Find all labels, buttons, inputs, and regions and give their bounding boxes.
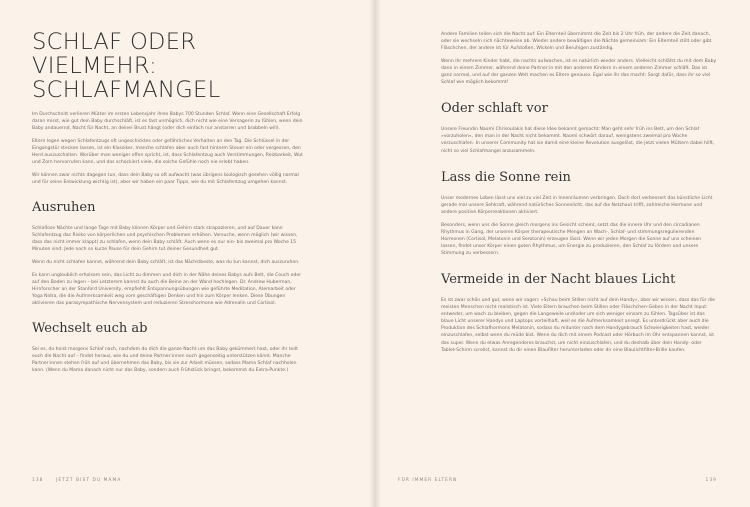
body-paragraph: Es kann ungloublich erholsam sein, das Licht zu dimmen und dich in der Nähe deines Babys aufs Bett, die Couch oder auf den Boden zu legen – bei Letzterem kannst du auch die Beine an der Wand hochlegen. Dr. Andrew Huberman, Hirnforscher an der Stanford University, empfiehlt Entspannungsübungen wie geführte Meditation, Atemarbeit oder Yoga Nidra, die die Aufmerksamkeit weg vom geschäftigen Denken und hin zum Körper lenken. Diese Übungen aktivieren das parasympathische Nervensystem und reduzieren Stresshormone wie Adrenalin und Cortisol. — [32, 272, 302, 307]
section-heading-lass-die-sonne-rein: Lass die Sonne rein — [441, 169, 571, 185]
body-paragraph: Unsere Freundin Naomi Chrisoulakis hat diese Idee bekannt gemacht: Man geht sehr früh ins Bett, um den Schlaf »vorzuholen«, den man in der Nacht nicht bekommt. Naomi schwört darauf, wenigstens zweimal pro Woche vorzuschlafen. In unserer Community hat sie damit eine kleine Revolution ausgelöst, die jetzt vielen Müttern dabei hilft, nicht so viel Schlafmangel anzusammeln. — [441, 127, 715, 154]
left-footer — [32, 478, 121, 483]
section-heading-blaues-licht: Vermeide in der Nacht blaues Licht — [441, 271, 676, 287]
right-page — [375, 0, 750, 507]
running-head: FÜR IMMER ELTERN — [398, 478, 458, 483]
body-paragraph: Schlaflose Nächte und lange Tage mit Baby können Körper und Gehirn stark strapazieren, und auf Dauer kann Schlafentzug das Risiko von körperlichen und psychischen Problemen erhöhen. Versuche, wenn möglich (wir wissen, dass das nicht immer klappt) zu schlafen, wenn dein Baby schläft. Auch wenn es nur ein- bis zweimal pro Woche 15 Minuten sind: Jede noch so kurze Pause für dein Gehirn tut deiner Gesundheit gut. — [32, 226, 298, 253]
page-number: 138 — [32, 478, 44, 483]
left-text-column — [32, 30, 304, 380]
body-paragraph: Wenn du nicht schlafen kannst, während dein Baby schläft, ist das Nächstbeste, was du tun kannst, dich auszuruhen. — [32, 260, 300, 265]
body-paragraph: Wenn ihr mehrere Kinder habt, die nachts aufwachen, ist es natürlich wieder anders. Vielleicht schläfst du mit dem Baby dann in einem Zimmer, während deine Partner:in mit den anderen Kindern in einem anderen Zimmer schläft. Das ist ganz normal, und auf der ganzen Welt machen es Eltern genauso. Egal wie ihr das macht: Sorgt dafür, dass ihr so viel Schlaf wie möglich bekommt! — [441, 58, 717, 86]
body-paragraph: Es ist zwar schön und gut, wenn wir sagen: »Schau beim Stillen nicht auf dein Handy«, aber wir wissen, dass das für die meisten Menschen nicht realistisch ist. Viele Eltern brauchen beim Stillen oder Fläschchen-Geben in der Nacht Input: entweder, um wach zu bleiben, gegen die Langeweile und/oder um sich weniger einsam zu fühlen. Tagsüber ist das blaue Licht unserer Handys und Laptops vorteilhaft, weil es die Aufmerksamkeit anregt. Es unterdrückt aber auch die Produktion des Schlafhormons Melatonin, sodass du mitunter nach dem Handygebrauch Schwierigkeiten hast, wieder einzuschlafen, selbst wenn du müde bist. Wenn du dich mit einem Podcast oder Hörbuch im Ohr entspannen kannst, ist das super. Wenn du etwas Anregenderes brauchst, um nicht einzuschlafen, und du deshalb über dein Handy- oder Tablet-Schirm scrollst, kannst du dir einen Blaufilter herunterladen oder dir eine Blaulichtfilter-Brille kaufen. — [441, 297, 715, 353]
body-paragraph: Unser modernes Leben lässt uns viel zu viel Zeit in Innenräumen verbringen. Doch dort verbessert das künstliche Licht gerade mal unsere Sehkraft, während natürliches Sonnenlicht, das auf die Netzhaut trifft, zahlreiche Hormone und andere positive Körperreaktionen aktiviert. — [441, 195, 713, 215]
intro-paragraph: Im Durchschnitt verlieren Mütter im ersten Lebensjahr ihres Babys 700 Stunden Schlaf. Wenn eine Gesellschaft Erfolg daran misst, wie gut dein Baby durchschläft, ist es fast unmöglich, dich nicht wie eine Versagerin zu fühlen, wenn dein Baby andauernd, Nacht für Nacht, an deiner Brust hängt (oder dich einfach nur anstarren und brabbeln will). — [32, 112, 303, 132]
section-heading-wechselt-euch-ab: Wechselt euch ab — [32, 321, 148, 337]
section-heading-ausruhen: Ausruhen — [32, 200, 96, 216]
intro-paragraph: Wir können zwar nichts dagegen tun, dass dein Baby so oft aufwacht (was übrigens biologisch gesehen völlig normal und für seine Entwicklung wichtig ist), aber wir haben ein paar Tipps, wie du mit Schlafentzug umgehen kannst. — [32, 172, 299, 185]
body-paragraph: Andere Familien teilen sich die Nacht auf: Ein Elternteil übernimmt die Zeit bis 2 Uhr früh, der andere die Zeit danach, oder sie wechseln sich nächteweise ab. Wieder andere bewältigen die Nächte gemeinsam: Ein Elternteil stillt oder gibt Fläschchen, der andere ist für Aufstoßen, Wickeln und Beruhigen zuständig. — [441, 32, 712, 52]
body-paragraph: Sei es, du hoist morgens Schlaf nach, nachdem du dich die ganze Nacht um das Baby gekümmert hast, oder ihr teilt euch die Nacht auf – findet heraus, wie du und deine Partner:innen euch gegenseitig unterstützen könnt. Manche Partner:innen stehen früh auf und übernehmen das Baby, bis sie zur Arbeit müssen, sodass Mama Schlaf nachholen kann. (Wenn du Mama danach nicht nur das Baby, sondern auch Frühstück bringst, bekommst du Extra-Punkte.) — [32, 347, 298, 374]
chapter-title: SCHLAF ODER VIELMEHR: SCHLAFMANGEL — [32, 29, 221, 103]
body-paragraph: Besonders, wenn uns die Sonne gleich morgens ins Gesicht scheint, setzt das die innere Uhr und den circadianen Rhythmus in Gang, der unseren Körper therapeutische Mengen an Wach-, Schlaf- und stimmungsregulierenden Hormonen (Cortisol, Melatonin und Serotonin) erzeugen lässt. Wenn wir jeden Morgen die Sonne auf uns scheinen lassen, findet unser Körper einen guten Rhythmus, um Energie zu produzieren, den Schlaf zu fördern und unsere Stimmung zu verbessern. — [441, 222, 702, 256]
right-text-column — [441, 31, 717, 359]
section-heading-oder-schlaft-vor: Oder schlaft vor — [441, 101, 548, 117]
running-head: JETZT BIST DU MAMA — [55, 478, 122, 483]
page-number: 139 — [705, 478, 717, 483]
intro-paragraph: Eltern legen wegen Schlafentzugs oft ungeschicktes oder gefährliches Verhalten an den Tag. Die Schlüssel in der Eingangstür stecken lassen, ist ein Klassiker, manche schlafen aber auch fast hinterm Steuer ein oder vergessen, den Herd auszuschalten. Worüber man weniger offen spricht, ist, dass Schlafentzug auch Verstimmungen, Reizbarkeit, Wut und Zorn hervorrufen kann, und das schockiert viele, die solche Gefühle noch nie erlebt haben. — [32, 138, 303, 166]
book-gutter — [369, 0, 381, 507]
